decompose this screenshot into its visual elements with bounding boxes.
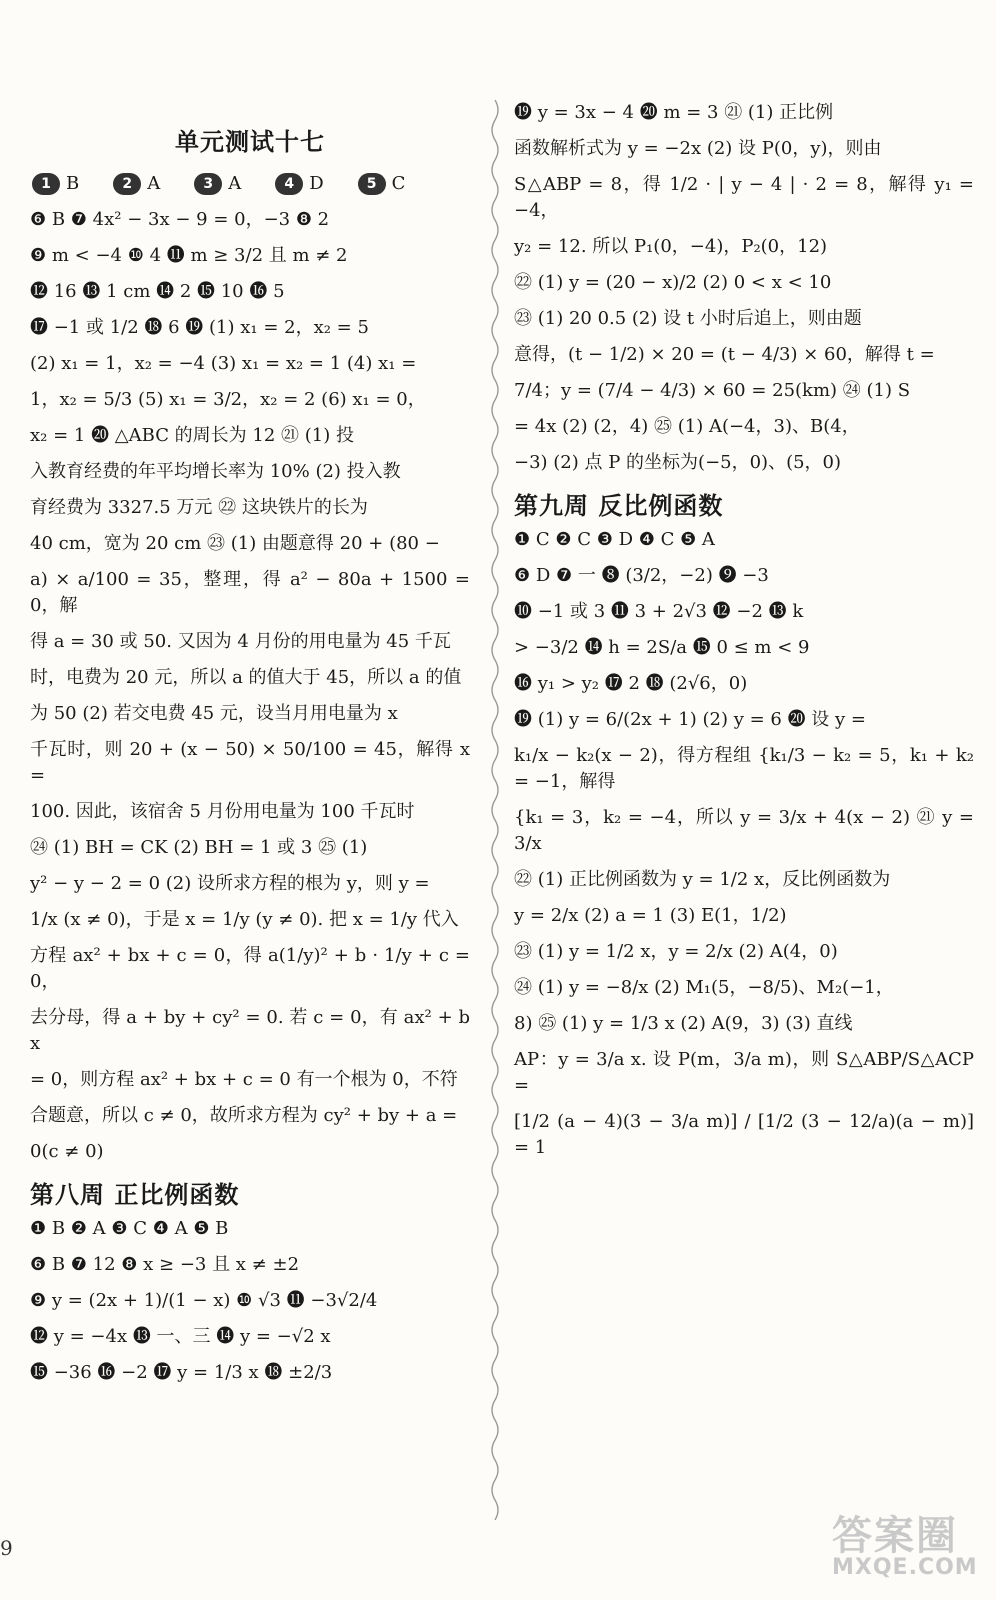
answer-line: ⓰ y₁ > y₂ ⓱ 2 ⓲ (2√6，0) <box>514 673 748 694</box>
column-divider <box>488 100 502 1520</box>
answer-line: y² − y − 2 = 0 (2) 设所求方程的根为 y，则 y = <box>30 873 430 894</box>
answer-line: ⓬ y = −4x ⓭ 一、三 ⓮ y = −√2 x <box>30 1326 331 1347</box>
answer-line: ⓬ 16 ⓭ 1 cm ⓮ 2 ⓯ 10 ⓰ 5 <box>30 281 285 302</box>
answer-line: 0(c ≠ 0) <box>30 1141 104 1162</box>
answer-text: D <box>309 173 324 194</box>
answer-line: y = 2/x (2) a = 1 (3) E(1，1/2) <box>514 905 787 926</box>
answer-line: −3) (2) 点 P 的坐标为(−5，0)、(5，0) <box>514 452 842 473</box>
answer-line: 40 cm，宽为 20 cm ㉓ (1) 由题意得 20 + (80 − <box>30 533 440 554</box>
section-title-week-8: 第八周 正比例函数 <box>30 1181 240 1209</box>
question-number-badge: 5 <box>358 173 386 195</box>
answer-line: ㉒ (1) 正比例函数为 y = 1/2 x，反比例函数为 <box>514 869 891 890</box>
answer-line: 为 50 (2) 若交电费 45 元，设当月用电量为 x <box>30 703 398 724</box>
answer-line: ⓳ (1) y = 6/(2x + 1) (2) y = 6 ⓴ 设 y = <box>514 709 867 730</box>
right-answer-block <box>514 100 974 476</box>
answer-line: a) × a/100 = 35，整理，得 a² − 80a + 1500 = 0，解 <box>30 569 470 616</box>
question-number-badge: 2 <box>113 173 141 195</box>
answer-line: 1，x₂ = 5/3 (5) x₁ = 3/2，x₂ = 2 (6) x₁ = 0， <box>30 389 426 410</box>
answer-line: 函数解析式为 y = −2x (2) 设 P(0，y)，则由 <box>514 138 882 159</box>
answer-line: ⓯ −36 ⓰ −2 ⓱ y = 1/3 x ⓲ ±2/3 <box>30 1362 333 1383</box>
answer-line: y₂ = 12. 所以 P₁(0，−4)，P₂(0，12) <box>514 236 828 257</box>
answer-line: 时，电费为 20 元，所以 a 的值大于 45，所以 a 的值 <box>30 667 462 688</box>
answer-line: ㉔ (1) BH = CK (2) BH = 1 或 3 ㉕ (1) <box>30 837 368 858</box>
answer-line: 合题意，所以 c ≠ 0，故所求方程为 cy² + by + a = <box>30 1105 458 1126</box>
watermark-title: 答案圈 <box>832 1513 958 1559</box>
answer-line: ❻ D ❼ 一 ❽ (3/2，−2) ❾ −3 <box>514 565 769 586</box>
answer-text: A <box>147 173 161 194</box>
answer-line: 育经费为 3327.5 万元 ㉒ 这块铁片的长为 <box>30 497 368 518</box>
answer-text: C <box>391 173 406 194</box>
answer-line: ⓳ y = 3x − 4 ⓴ m = 3 ㉑ (1) 正比例 <box>514 102 834 123</box>
left-answer-block <box>30 171 470 1165</box>
answer-line: 得 a = 30 或 50. 又因为 4 月份的用电量为 45 千瓦 <box>30 631 451 652</box>
answer-line: ❾ m < −4 ❿ 4 ⓫ m ≥ 3/2 且 m ≠ 2 <box>30 245 348 266</box>
left-answer-block-2 <box>30 1216 470 1386</box>
answer-line: 1/x (x ≠ 0)，于是 x = 1/y (y ≠ 0). 把 x = 1/y 代入 <box>30 909 459 930</box>
question-number-badge: 1 <box>32 173 60 195</box>
answer-line: ㉔ (1) y = −8/x (2) M₁(5，−8/5)、M₂(−1， <box>514 977 894 998</box>
right-column <box>514 100 974 1171</box>
answer-line: ❶ C ❷ C ❸ D ❹ C ❺ A <box>514 529 715 550</box>
section-title-week-9: 第九周 反比例函数 <box>514 492 724 520</box>
answer-line: 方程 ax² + bx + c = 0，得 a(1/y)² + b · 1/y + c = 0， <box>30 945 470 992</box>
answer-line: 100. 因此，该宿舍 5 月份用电量为 100 千瓦时 <box>30 801 415 822</box>
question-number-badge: 3 <box>194 173 222 195</box>
answer-line: k₁/x − k₂(x − 2)，得方程组 {k₁/3 − k₂ = 5，k₁ + k₂ = −1，解得 <box>514 745 974 792</box>
section-title-unit-test-17: 单元测试十七 <box>175 128 325 156</box>
watermark-url: MXQE.COM <box>832 1555 978 1580</box>
answer-text: A <box>228 173 242 194</box>
answer-line: = 4x (2) (2，4) ㉕ (1) A(−4，3)、B(4， <box>514 416 860 437</box>
answer-line: 7/4；y = (7/4 − 4/3) × 60 = 25(km) ㉔ (1) S <box>514 380 911 401</box>
answer-line: [1/2 (a − 4)(3 − 3/a m)] / [1/2 (3 − 12/a)(a − m)] = 1 <box>514 1111 974 1158</box>
answer-line: ❻ B ❼ 4x² − 3x − 9 = 0，−3 ❽ 2 <box>30 209 330 230</box>
answer-line: S△ABP = 8，得 1/2 · | y − 4 | · 2 = 8，解得 y₁ = −4， <box>514 174 974 221</box>
answer-line: ❻ B ❼ 12 ❽ x ≥ −3 且 x ≠ ±2 <box>30 1254 300 1275</box>
answer-line: (2) x₁ = 1，x₂ = −4 (3) x₁ = x₂ = 1 (4) x₁ = <box>30 353 417 374</box>
answer-line: ❾ y = (2x + 1)/(1 − x) ❿ √3 ⓫ −3√2/4 <box>30 1290 378 1311</box>
answer-line: 去分母，得 a + by + cy² = 0. 若 c = 0，有 ax² + bx <box>30 1007 470 1054</box>
answer-line: 8) ㉕ (1) y = 1/3 x (2) A(9，3) (3) 直线 <box>514 1013 853 1034</box>
answer-line: 入教育经费的年平均增长率为 10% (2) 投入教 <box>30 461 401 482</box>
left-column <box>30 96 470 1396</box>
answer-text: B <box>66 173 80 194</box>
answer-line <box>30 171 470 197</box>
answer-line: 千瓦时，则 20 + (x − 50) × 50/100 = 45，解得 x = <box>30 739 470 786</box>
answer-line: > −3/2 ⓮ h = 2S/a ⓯ 0 ≤ m < 9 <box>514 637 810 658</box>
watermark-logo <box>832 1504 982 1580</box>
page-number: 9 <box>0 1536 13 1560</box>
question-number-badge: 4 <box>275 173 303 195</box>
answer-line: ㉒ (1) y = (20 − x)/2 (2) 0 < x < 10 <box>514 272 832 293</box>
answer-line: {k₁ = 3，k₂ = −4，所以 y = 3/x + 4(x − 2) ㉑ y = 3/x <box>514 807 974 854</box>
answer-line: x₂ = 1 ⓴ △ABC 的周长为 12 ㉑ (1) 投 <box>30 425 354 446</box>
answer-line: ❶ B ❷ A ❸ C ❹ A ❺ B <box>30 1218 229 1239</box>
answer-line: ❿ −1 或 3 ⓫ 3 + 2√3 ⓬ −2 ⓭ k <box>514 601 804 622</box>
answer-line: 意得，(t − 1/2) × 20 = (t − 4/3) × 60，解得 t = <box>514 344 935 365</box>
answer-line: ㉓ (1) y = 1/2 x，y = 2/x (2) A(4，0) <box>514 941 838 962</box>
right-answer-block-2 <box>514 527 974 1161</box>
answer-line: ⓱ −1 或 1/2 ⓲ 6 ⓳ (1) x₁ = 2，x₂ = 5 <box>30 317 369 338</box>
answer-line: = 0，则方程 ax² + bx + c = 0 有一个根为 0，不符 <box>30 1069 458 1090</box>
answer-line: ㉓ (1) 20 0.5 (2) 设 t 小时后追上，则由题 <box>514 308 862 329</box>
answer-line: AP：y = 3/a x. 设 P(m，3/a m)，则 S△ABP/S△ACP = <box>514 1049 974 1096</box>
